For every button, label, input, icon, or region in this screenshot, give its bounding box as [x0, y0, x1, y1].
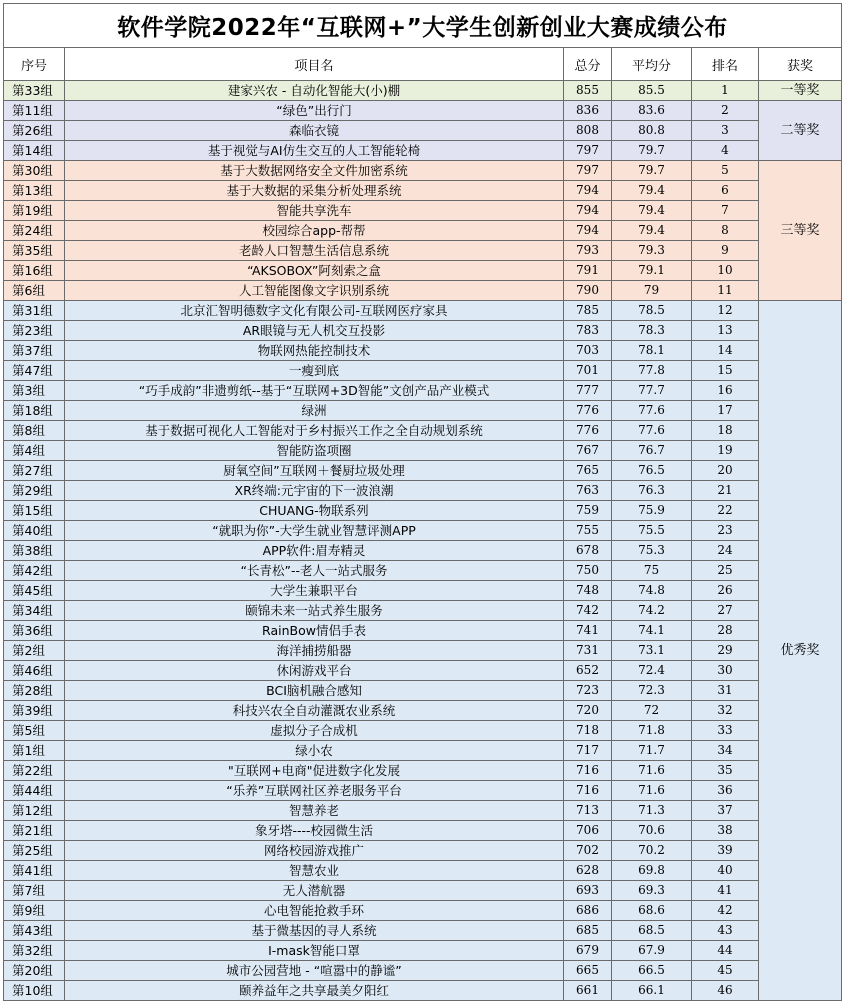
project-name-cell: 校园综合app-帮帮: [65, 221, 564, 241]
group-cell: 第1组: [4, 741, 65, 761]
group-cell: 第42组: [4, 561, 65, 581]
average-score-cell: 79.4: [612, 201, 692, 221]
project-name-cell: 人工智能图像文字识别系统: [65, 281, 564, 301]
rank-cell: 15: [692, 361, 759, 381]
average-score-cell: 79: [612, 281, 692, 301]
rank-cell: 11: [692, 281, 759, 301]
group-cell: 第33组: [4, 81, 65, 101]
group-cell: 第20组: [4, 961, 65, 981]
table-row: [4, 941, 842, 961]
total-score-cell: 855: [564, 81, 612, 101]
project-name-cell: 无人潜航器: [65, 881, 564, 901]
group-cell: 第2组: [4, 641, 65, 661]
project-name-cell: 基于微基因的寻人系统: [65, 921, 564, 941]
project-name-cell: 基于大数据网络安全文件加密系统: [65, 161, 564, 181]
rank-cell: 45: [692, 961, 759, 981]
average-score-cell: 75.9: [612, 501, 692, 521]
project-name-cell: I-mask智能口罩: [65, 941, 564, 961]
table-row: [4, 581, 842, 601]
group-cell: 第44组: [4, 781, 65, 801]
total-score-cell: 723: [564, 681, 612, 701]
group-cell: 第39组: [4, 701, 65, 721]
table-row: [4, 961, 842, 981]
average-score-cell: 66.1: [612, 981, 692, 1001]
table-row: [4, 661, 842, 681]
rank-cell: 18: [692, 421, 759, 441]
rank-cell: 6: [692, 181, 759, 201]
project-name-cell: XR终端:元宇宙的下一波浪潮: [65, 481, 564, 501]
average-score-cell: 79.7: [612, 161, 692, 181]
total-score-cell: 767: [564, 441, 612, 461]
group-cell: 第31组: [4, 301, 65, 321]
rank-cell: 9: [692, 241, 759, 261]
total-score-cell: 797: [564, 161, 612, 181]
total-score-cell: 742: [564, 601, 612, 621]
total-score-cell: 713: [564, 801, 612, 821]
rank-cell: 34: [692, 741, 759, 761]
project-name-cell: "互联网+电商"促进数字化发展: [65, 761, 564, 781]
average-score-cell: 68.6: [612, 901, 692, 921]
average-score-cell: 74.1: [612, 621, 692, 641]
total-score-cell: 718: [564, 721, 612, 741]
average-score-cell: 69.3: [612, 881, 692, 901]
project-name-cell: “就职为你”-大学生就业智慧评测APP: [65, 521, 564, 541]
project-name-cell: 老龄人口智慧生活信息系统: [65, 241, 564, 261]
group-cell: 第41组: [4, 861, 65, 881]
table-row: [4, 161, 842, 181]
group-cell: 第46组: [4, 661, 65, 681]
average-score-cell: 79.1: [612, 261, 692, 281]
total-score-cell: 717: [564, 741, 612, 761]
rank-cell: 32: [692, 701, 759, 721]
group-cell: 第29组: [4, 481, 65, 501]
total-score-cell: 741: [564, 621, 612, 641]
rank-cell: 40: [692, 861, 759, 881]
table-row: [4, 901, 842, 921]
average-score-cell: 72.4: [612, 661, 692, 681]
project-name-cell: 心电智能抢救手环: [65, 901, 564, 921]
award-cell: 三等奖: [759, 161, 842, 301]
average-score-cell: 72.3: [612, 681, 692, 701]
average-score-cell: 71.3: [612, 801, 692, 821]
average-score-cell: 79.4: [612, 221, 692, 241]
average-score-cell: 77.6: [612, 421, 692, 441]
project-name-cell: 绿洲: [65, 401, 564, 421]
total-score-cell: 720: [564, 701, 612, 721]
rank-cell: 19: [692, 441, 759, 461]
group-cell: 第37组: [4, 341, 65, 361]
table-row: [4, 741, 842, 761]
project-name-cell: 休闲游戏平台: [65, 661, 564, 681]
table-row: [4, 621, 842, 641]
average-score-cell: 76.5: [612, 461, 692, 481]
table-row: [4, 181, 842, 201]
project-name-cell: 智慧养老: [65, 801, 564, 821]
average-score-cell: 74.2: [612, 601, 692, 621]
average-score-cell: 70.2: [612, 841, 692, 861]
total-score-cell: 628: [564, 861, 612, 881]
table-row: [4, 241, 842, 261]
table-row: [4, 101, 842, 121]
table-row: [4, 681, 842, 701]
rank-cell: 10: [692, 261, 759, 281]
project-name-cell: CHUANG-物联系列: [65, 501, 564, 521]
table-row: [4, 201, 842, 221]
total-score-cell: 702: [564, 841, 612, 861]
project-name-cell: 城市公园营地 - “喧嚣中的静谧”: [65, 961, 564, 981]
rank-cell: 1: [692, 81, 759, 101]
rank-cell: 24: [692, 541, 759, 561]
table-row: [4, 141, 842, 161]
group-cell: 第22组: [4, 761, 65, 781]
header-row: [4, 48, 842, 81]
table-row: [4, 361, 842, 381]
project-name-cell: 基于大数据的采集分析处理系统: [65, 181, 564, 201]
project-name-cell: 海洋捕捞船器: [65, 641, 564, 661]
rank-cell: 12: [692, 301, 759, 321]
rank-cell: 25: [692, 561, 759, 581]
group-cell: 第30组: [4, 161, 65, 181]
total-score-cell: 652: [564, 661, 612, 681]
table-row: [4, 381, 842, 401]
total-score-cell: 776: [564, 401, 612, 421]
total-score-cell: 665: [564, 961, 612, 981]
table-row: [4, 841, 842, 861]
total-score-cell: 716: [564, 781, 612, 801]
table-row: [4, 601, 842, 621]
project-name-cell: 智能防盗项圈: [65, 441, 564, 461]
total-score-cell: 716: [564, 761, 612, 781]
project-name-cell: 智慧农业: [65, 861, 564, 881]
group-cell: 第19组: [4, 201, 65, 221]
table-row: [4, 541, 842, 561]
project-name-cell: 基于视觉与AI仿生交互的人工智能轮椅: [65, 141, 564, 161]
rank-cell: 23: [692, 521, 759, 541]
award-cell: 一等奖: [759, 81, 842, 101]
group-cell: 第32组: [4, 941, 65, 961]
group-cell: 第21组: [4, 821, 65, 841]
page-title: 软件学院2022年“互联网+”大学生创新创业大赛成绩公布: [4, 4, 842, 48]
project-name-cell: RainBow情侣手表: [65, 621, 564, 641]
rank-cell: 35: [692, 761, 759, 781]
average-score-cell: 74.8: [612, 581, 692, 601]
total-score-cell: 703: [564, 341, 612, 361]
table-row: [4, 641, 842, 661]
table-row: [4, 421, 842, 441]
rank-cell: 3: [692, 121, 759, 141]
total-score-cell: 783: [564, 321, 612, 341]
rank-cell: 33: [692, 721, 759, 741]
rank-cell: 38: [692, 821, 759, 841]
rank-cell: 16: [692, 381, 759, 401]
header-total: 总分: [564, 48, 612, 81]
total-score-cell: 790: [564, 281, 612, 301]
group-cell: 第15组: [4, 501, 65, 521]
project-name-cell: 网络校园游戏推广: [65, 841, 564, 861]
table-row: [4, 341, 842, 361]
total-score-cell: 793: [564, 241, 612, 261]
total-score-cell: 679: [564, 941, 612, 961]
table-row: [4, 521, 842, 541]
group-cell: 第18组: [4, 401, 65, 421]
average-score-cell: 78.1: [612, 341, 692, 361]
group-cell: 第13组: [4, 181, 65, 201]
average-score-cell: 76.3: [612, 481, 692, 501]
group-cell: 第3组: [4, 381, 65, 401]
average-score-cell: 77.7: [612, 381, 692, 401]
results-body: [4, 81, 842, 1001]
project-name-cell: “巧手成韵”非遗剪纸--基于“互联网+3D智能”文创产品产业模式: [65, 381, 564, 401]
total-score-cell: 731: [564, 641, 612, 661]
group-cell: 第28组: [4, 681, 65, 701]
total-score-cell: 661: [564, 981, 612, 1001]
total-score-cell: 794: [564, 201, 612, 221]
group-cell: 第8组: [4, 421, 65, 441]
table-row: [4, 401, 842, 421]
total-score-cell: 836: [564, 101, 612, 121]
project-name-cell: 颐锦未来一站式养生服务: [65, 601, 564, 621]
average-score-cell: 71.8: [612, 721, 692, 741]
group-cell: 第24组: [4, 221, 65, 241]
rank-cell: 13: [692, 321, 759, 341]
rank-cell: 28: [692, 621, 759, 641]
average-score-cell: 79.7: [612, 141, 692, 161]
rank-cell: 41: [692, 881, 759, 901]
average-score-cell: 85.5: [612, 81, 692, 101]
group-cell: 第6组: [4, 281, 65, 301]
group-cell: 第47组: [4, 361, 65, 381]
project-name-cell: 物联网热能控制技术: [65, 341, 564, 361]
average-score-cell: 75.5: [612, 521, 692, 541]
project-name-cell: 象牙塔----校园微生活: [65, 821, 564, 841]
total-score-cell: 785: [564, 301, 612, 321]
project-name-cell: 大学生兼职平台: [65, 581, 564, 601]
average-score-cell: 66.5: [612, 961, 692, 981]
table-row: [4, 861, 842, 881]
total-score-cell: 685: [564, 921, 612, 941]
total-score-cell: 686: [564, 901, 612, 921]
total-score-cell: 755: [564, 521, 612, 541]
table-row: [4, 781, 842, 801]
total-score-cell: 777: [564, 381, 612, 401]
project-name-cell: “AKSOBOX”阿刻索之盒: [65, 261, 564, 281]
average-score-cell: 67.9: [612, 941, 692, 961]
rank-cell: 37: [692, 801, 759, 821]
rank-cell: 36: [692, 781, 759, 801]
table-row: [4, 281, 842, 301]
table-row: [4, 301, 842, 321]
rank-cell: 42: [692, 901, 759, 921]
rank-cell: 7: [692, 201, 759, 221]
project-name-cell: 森临衣镜: [65, 121, 564, 141]
project-name-cell: 一瘦到底: [65, 361, 564, 381]
group-cell: 第45组: [4, 581, 65, 601]
project-name-cell: BCI脑机融合感知: [65, 681, 564, 701]
total-score-cell: 750: [564, 561, 612, 581]
total-score-cell: 701: [564, 361, 612, 381]
award-cell: 优秀奖: [759, 301, 842, 1001]
project-name-cell: 科技兴农全自动灌溉农业系统: [65, 701, 564, 721]
average-score-cell: 79.3: [612, 241, 692, 261]
results-table: [3, 3, 842, 1001]
table-row: [4, 321, 842, 341]
rank-cell: 14: [692, 341, 759, 361]
header-award: 获奖: [759, 48, 842, 81]
group-cell: 第25组: [4, 841, 65, 861]
rank-cell: 21: [692, 481, 759, 501]
total-score-cell: 678: [564, 541, 612, 561]
total-score-cell: 759: [564, 501, 612, 521]
rank-cell: 20: [692, 461, 759, 481]
project-name-cell: AR眼镜与无人机交互投影: [65, 321, 564, 341]
group-cell: 第14组: [4, 141, 65, 161]
total-score-cell: 791: [564, 261, 612, 281]
table-row: [4, 501, 842, 521]
total-score-cell: 706: [564, 821, 612, 841]
group-cell: 第11组: [4, 101, 65, 121]
score-sheet: [3, 3, 841, 1001]
project-name-cell: “乐养”互联网社区养老服务平台: [65, 781, 564, 801]
total-score-cell: 794: [564, 181, 612, 201]
group-cell: 第23组: [4, 321, 65, 341]
average-score-cell: 69.8: [612, 861, 692, 881]
group-cell: 第12组: [4, 801, 65, 821]
total-score-cell: 776: [564, 421, 612, 441]
rank-cell: 46: [692, 981, 759, 1001]
rank-cell: 22: [692, 501, 759, 521]
table-row: [4, 121, 842, 141]
group-cell: 第7组: [4, 881, 65, 901]
average-score-cell: 77.8: [612, 361, 692, 381]
group-cell: 第10组: [4, 981, 65, 1001]
project-name-cell: APP软件:眉寿精灵: [65, 541, 564, 561]
table-row: [4, 801, 842, 821]
project-name-cell: 厨氧空间”互联网＋餐厨垃圾处理: [65, 461, 564, 481]
average-score-cell: 70.6: [612, 821, 692, 841]
project-name-cell: “长青松”--老人一站式服务: [65, 561, 564, 581]
group-cell: 第43组: [4, 921, 65, 941]
group-cell: 第36组: [4, 621, 65, 641]
project-name-cell: 基于数据可视化人工智能对于乡村振兴工作之全自动规划系统: [65, 421, 564, 441]
group-cell: 第9组: [4, 901, 65, 921]
project-name-cell: 颐养益年之共享最美夕阳红: [65, 981, 564, 1001]
table-row: [4, 981, 842, 1001]
average-score-cell: 71.6: [612, 781, 692, 801]
average-score-cell: 71.7: [612, 741, 692, 761]
group-cell: 第16组: [4, 261, 65, 281]
header-rank: 排名: [692, 48, 759, 81]
rank-cell: 4: [692, 141, 759, 161]
rank-cell: 31: [692, 681, 759, 701]
project-name-cell: 建家兴农 - 自动化智能大(小)棚: [65, 81, 564, 101]
rank-cell: 8: [692, 221, 759, 241]
rank-cell: 44: [692, 941, 759, 961]
total-score-cell: 808: [564, 121, 612, 141]
project-name-cell: 绿小农: [65, 741, 564, 761]
table-row: [4, 441, 842, 461]
table-row: [4, 461, 842, 481]
group-cell: 第40组: [4, 521, 65, 541]
project-name-cell: 北京汇智明德数字文化有限公司-互联网医疗家具: [65, 301, 564, 321]
award-cell: 二等奖: [759, 101, 842, 161]
rank-cell: 29: [692, 641, 759, 661]
total-score-cell: 765: [564, 461, 612, 481]
average-score-cell: 83.6: [612, 101, 692, 121]
group-cell: 第27组: [4, 461, 65, 481]
table-row: [4, 761, 842, 781]
rank-cell: 5: [692, 161, 759, 181]
average-score-cell: 80.8: [612, 121, 692, 141]
rank-cell: 30: [692, 661, 759, 681]
rank-cell: 27: [692, 601, 759, 621]
project-name-cell: “绿色”出行门: [65, 101, 564, 121]
group-cell: 第35组: [4, 241, 65, 261]
total-score-cell: 797: [564, 141, 612, 161]
average-score-cell: 76.7: [612, 441, 692, 461]
table-row: [4, 921, 842, 941]
rank-cell: 39: [692, 841, 759, 861]
header-group: 序号: [4, 48, 65, 81]
rank-cell: 17: [692, 401, 759, 421]
table-row: [4, 561, 842, 581]
table-row: [4, 881, 842, 901]
table-row: [4, 221, 842, 241]
project-name-cell: 虚拟分子合成机: [65, 721, 564, 741]
table-row: [4, 821, 842, 841]
average-score-cell: 78.3: [612, 321, 692, 341]
total-score-cell: 693: [564, 881, 612, 901]
project-name-cell: 智能共享洗车: [65, 201, 564, 221]
average-score-cell: 77.6: [612, 401, 692, 421]
average-score-cell: 71.6: [612, 761, 692, 781]
rank-cell: 43: [692, 921, 759, 941]
table-row: [4, 721, 842, 741]
total-score-cell: 748: [564, 581, 612, 601]
table-row: [4, 701, 842, 721]
group-cell: 第26组: [4, 121, 65, 141]
header-project: 项目名: [65, 48, 564, 81]
total-score-cell: 763: [564, 481, 612, 501]
average-score-cell: 68.5: [612, 921, 692, 941]
average-score-cell: 73.1: [612, 641, 692, 661]
group-cell: 第4组: [4, 441, 65, 461]
average-score-cell: 72: [612, 701, 692, 721]
rank-cell: 2: [692, 101, 759, 121]
table-row: [4, 481, 842, 501]
table-row: [4, 81, 842, 101]
group-cell: 第34组: [4, 601, 65, 621]
average-score-cell: 78.5: [612, 301, 692, 321]
header-average: 平均分: [612, 48, 692, 81]
total-score-cell: 794: [564, 221, 612, 241]
rank-cell: 26: [692, 581, 759, 601]
table-row: [4, 261, 842, 281]
group-cell: 第5组: [4, 721, 65, 741]
average-score-cell: 79.4: [612, 181, 692, 201]
group-cell: 第38组: [4, 541, 65, 561]
average-score-cell: 75.3: [612, 541, 692, 561]
average-score-cell: 75: [612, 561, 692, 581]
